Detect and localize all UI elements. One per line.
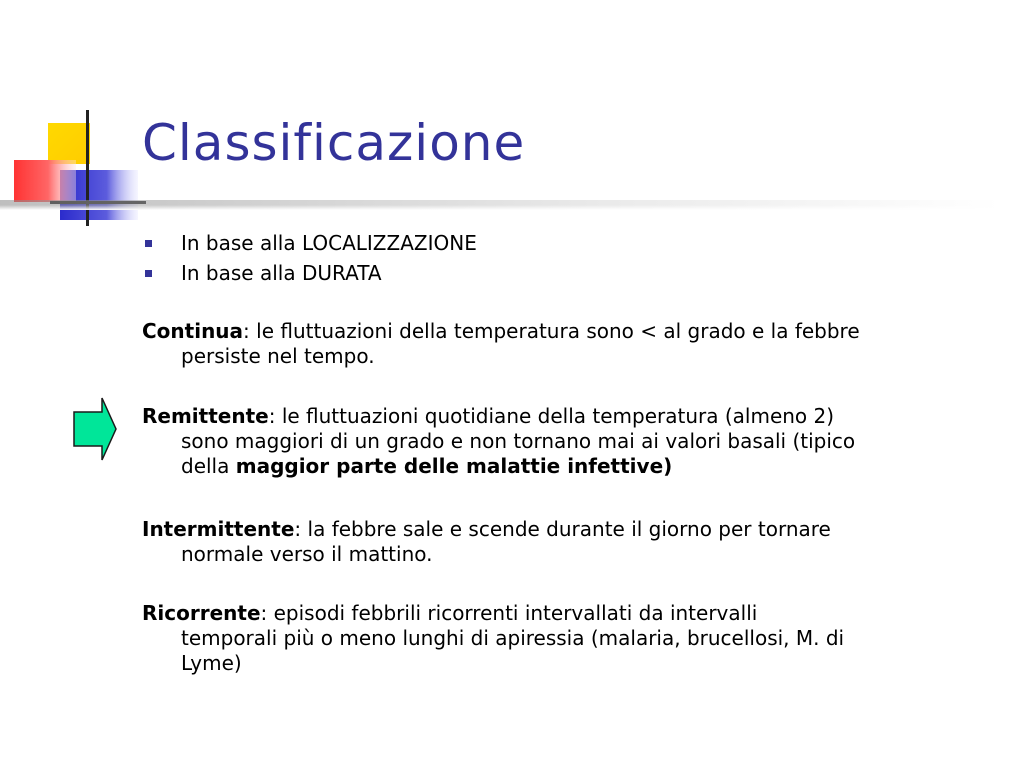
title-underline <box>0 196 1000 220</box>
bullet-square-icon <box>145 240 152 247</box>
bullet-square-icon <box>145 270 152 277</box>
bullet-text: In base alla DURATA <box>181 261 382 285</box>
page-title: Classificazione <box>142 114 526 172</box>
arrow-right-icon <box>72 396 118 462</box>
definition-ricorrente: Ricorrente: episodi febbrili ricorrenti intervallati da intervalli temporali più o meno lunghi di apiressia (malaria, brucellosi, M. di Lyme) <box>142 601 845 675</box>
definition-continua: Continua: le fluttuazioni della temperatura sono < al grado e la febbre persiste nel tempo. <box>142 319 860 368</box>
definition-remittente: Remittente: le fluttuazioni quotidiane della temperatura (almeno 2) sono maggiori di un grado e non tornano mai ai valori basali (tipico della maggior parte delle malattie infettive) <box>142 404 856 478</box>
bullet-item-durata <box>142 258 477 288</box>
bullet-item-localizzazione <box>142 228 477 258</box>
bullet-text: In base alla LOCALIZZAZIONE <box>181 231 477 255</box>
term-intermittente: Intermittente <box>142 517 295 541</box>
definition-intermittente: Intermittente: la febbre sale e scende durante il giorno per tornare normale verso il mattino. <box>142 517 831 566</box>
term-continua: Continua <box>142 319 244 343</box>
emphasis-malattie-infettive: maggior parte delle malattie infettive) <box>235 454 673 478</box>
term-remittente: Remittente <box>142 404 269 428</box>
bullet-list <box>142 228 477 288</box>
term-ricorrente: Ricorrente <box>142 601 261 625</box>
